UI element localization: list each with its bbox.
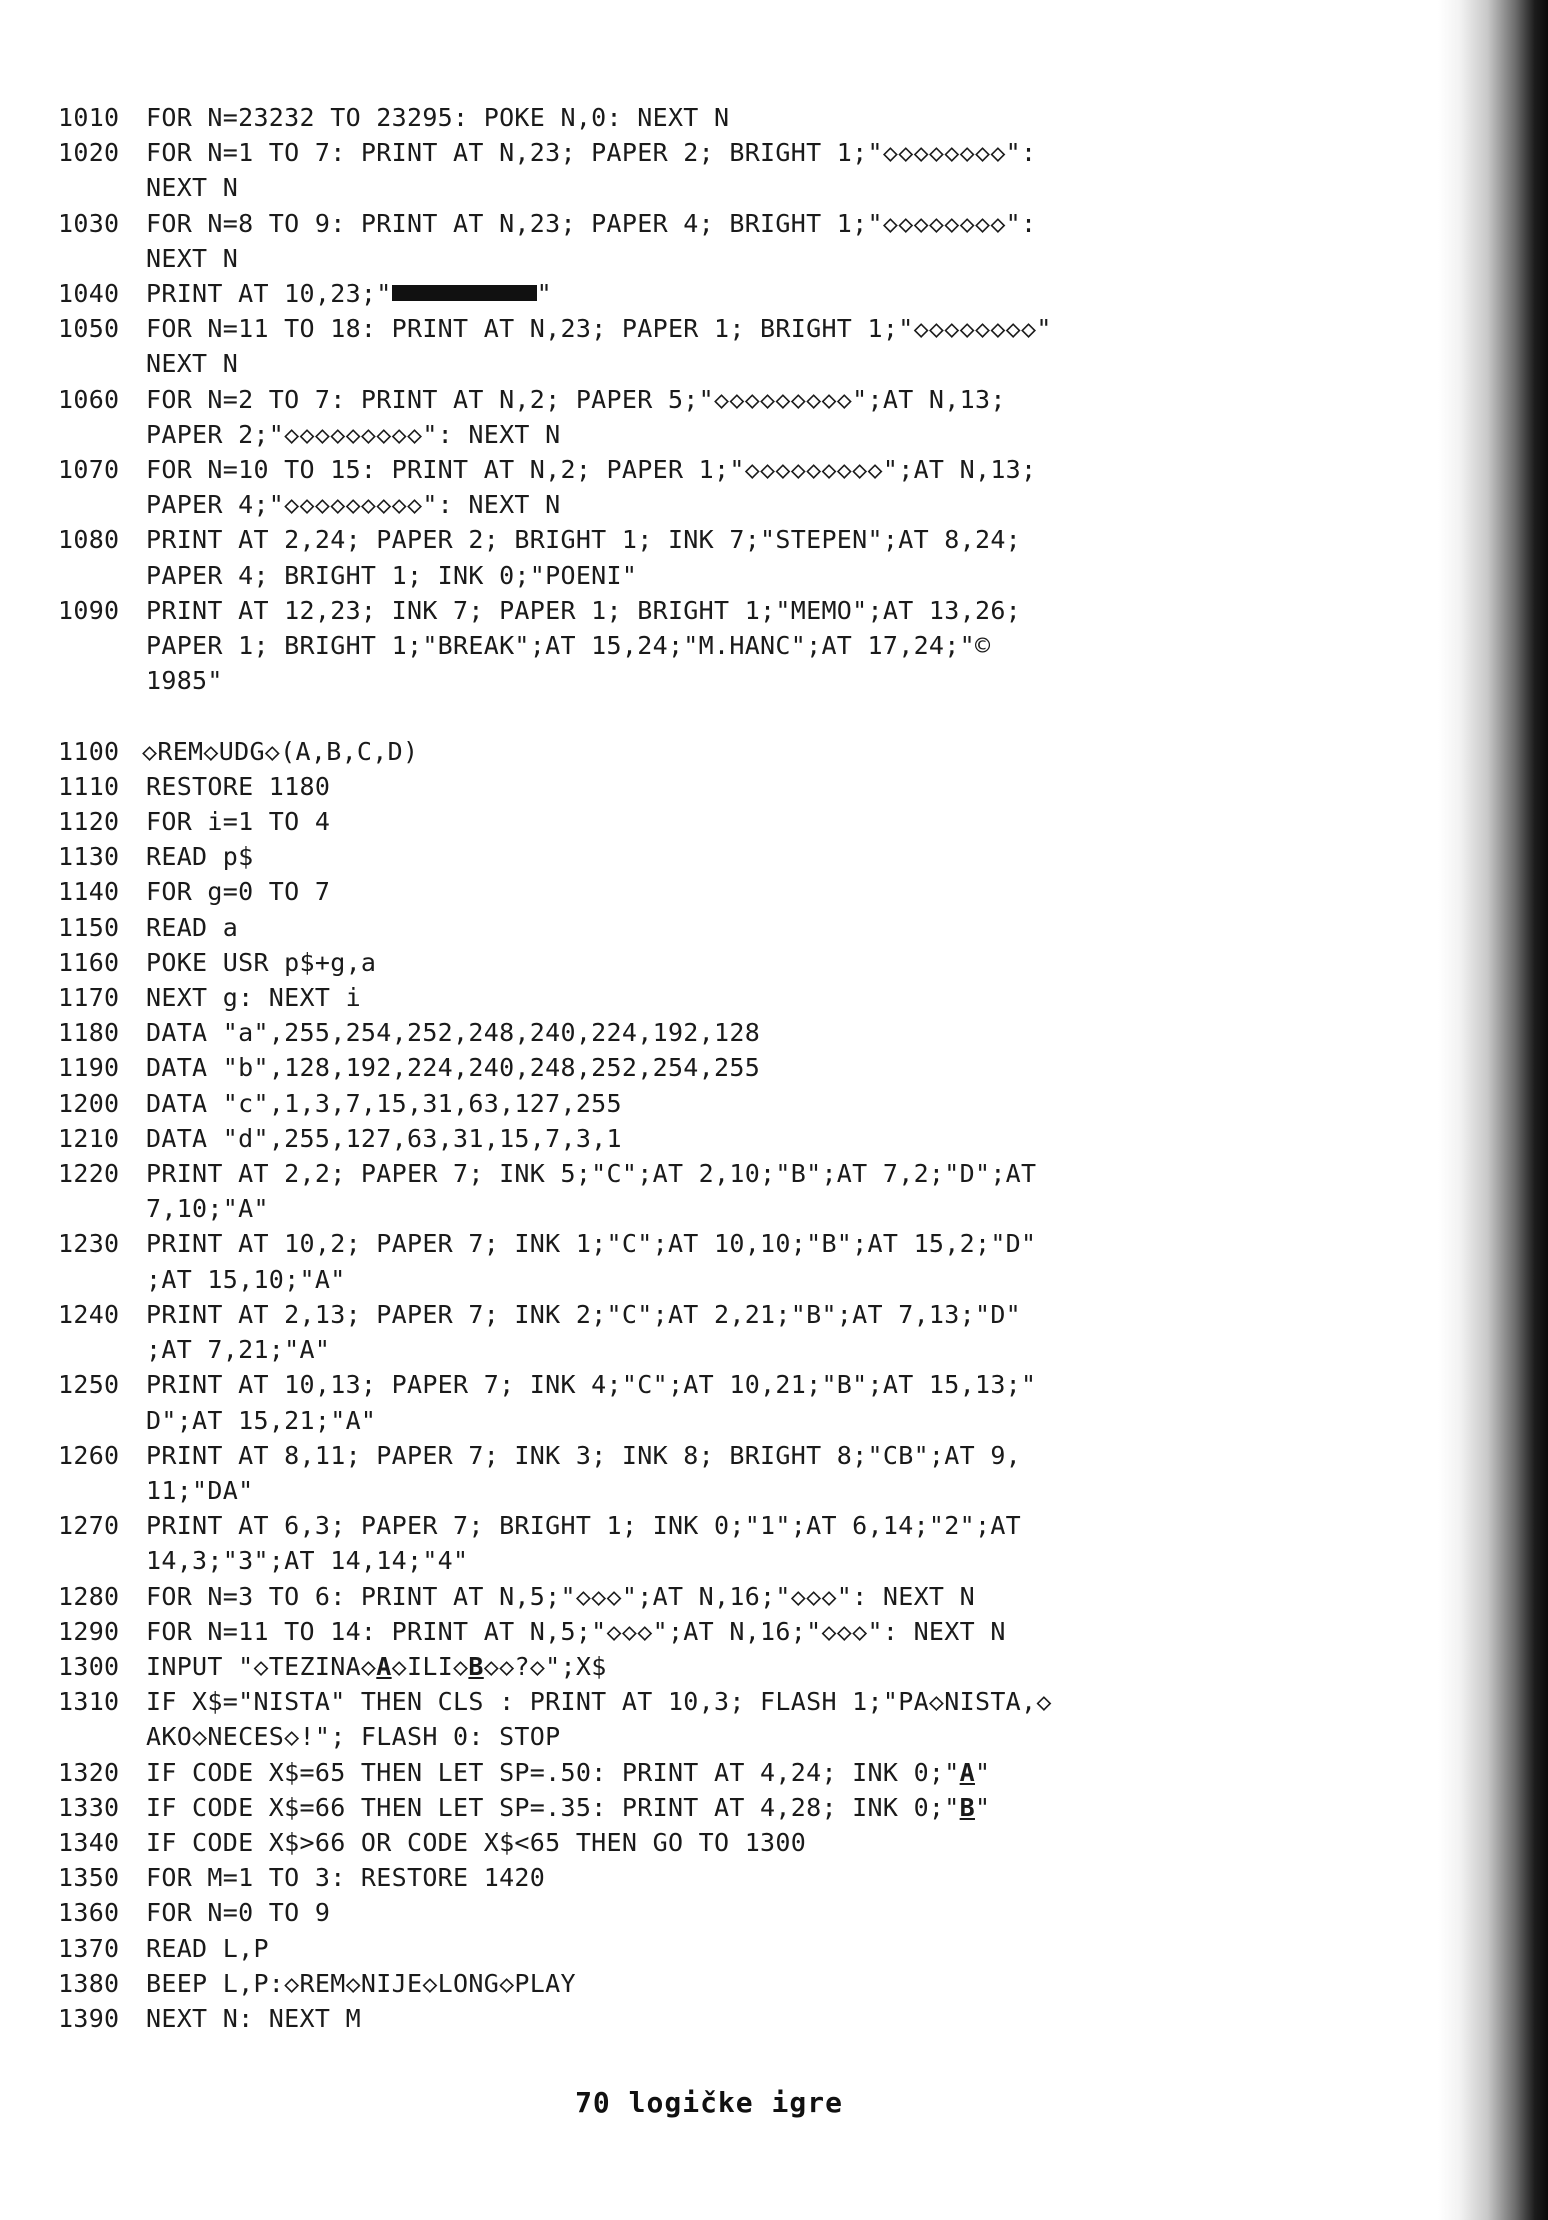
- line-code: PRINT AT 2,24; PAPER 2; BRIGHT 1; INK 7;"STEPEN";AT 8,24;: [146, 525, 1022, 555]
- line-code: DATA "d",255,127,63,31,15,7,3,1: [146, 1123, 622, 1153]
- line-code: NEXT N: NEXT M: [146, 2003, 361, 2033]
- line-continuation: PAPER 2;"◇◇◇◇◇◇◇◇◇": NEXT N: [146, 419, 561, 449]
- underlined-letter: B: [959, 1792, 975, 1822]
- line-code: POKE USR p$+g,a: [146, 947, 377, 977]
- line-code: PRINT AT 10,2; PAPER 7; INK 1;"C";AT 10,10;"B";AT 15,2;"D": [146, 1229, 1037, 1259]
- line-code: PRINT AT 8,11; PAPER 7; INK 3; INK 8; BRIGHT 8;"CB";AT 9,: [146, 1440, 1022, 1470]
- line-number: 1140: [58, 877, 120, 907]
- program-line-1190: [58, 1050, 1398, 1085]
- program-line-1070: [58, 452, 1398, 522]
- code-part: ◇◇?◇";X$: [483, 1651, 607, 1681]
- code-part: IF CODE X$=65 THEN LET SP=.50: PRINT AT 4,24; INK 0;": [146, 1757, 960, 1787]
- line-number: 1340: [58, 1827, 120, 1857]
- program-line-1340: [58, 1825, 1398, 1860]
- line-code: READ L,P: [146, 1933, 269, 1963]
- program-line-1240: [58, 1297, 1398, 1367]
- line-code: DATA "b",128,192,224,240,248,252,254,255: [146, 1053, 761, 1083]
- line-code: FOR N=23232 TO 23295: POKE N,0: NEXT N: [146, 103, 730, 132]
- line-number: 1050: [58, 314, 120, 344]
- program-line-1020: [58, 135, 1398, 205]
- line-code: [146, 276, 552, 311]
- line-number: 1270: [58, 1511, 120, 1541]
- line-code: NEXT g: NEXT i: [146, 983, 361, 1013]
- program-line-1080: [58, 522, 1398, 592]
- program-line-1280: [58, 1579, 1398, 1614]
- line-number: 1360: [58, 1898, 120, 1928]
- line-code: IF X$="NISTA" THEN CLS : PRINT AT 10,3; FLASH 1;"PA◇NISTA,◇: [146, 1687, 1052, 1717]
- line-code: READ a: [146, 912, 239, 942]
- program-line-1260: [58, 1438, 1398, 1508]
- line-code: FOR N=3 TO 6: PRINT AT N,5;"◇◇◇";AT N,16;"◇◇◇": NEXT N: [146, 1581, 975, 1611]
- program-line-1250: [58, 1367, 1398, 1437]
- line-number: 1310: [58, 1687, 120, 1717]
- program-line-1050: [58, 311, 1398, 381]
- program-line-1210: [58, 1121, 1398, 1156]
- line-number: 1180: [58, 1018, 120, 1048]
- line-number: 1020: [58, 138, 120, 168]
- line-continuation: NEXT N: [146, 243, 239, 273]
- program-line-1170: [58, 980, 1398, 1015]
- program-line-1100: [58, 734, 1398, 769]
- line-code: BEEP L,P:◇REM◇NIJE◇LONG◇PLAY: [146, 1968, 576, 1998]
- line-number: 1070: [58, 455, 120, 485]
- program-line-1380: [58, 1966, 1398, 2001]
- line-code: FOR g=0 TO 7: [146, 877, 331, 907]
- line-number: 1040: [58, 279, 120, 309]
- line-number: 1110: [58, 771, 120, 801]
- line-number: 1250: [58, 1370, 120, 1400]
- line-continuation: NEXT N: [146, 349, 239, 379]
- line-code: DATA "a",255,254,252,248,240,224,192,128: [146, 1018, 761, 1048]
- line-continuation: 14,3;"3";AT 14,14;"4": [146, 1546, 469, 1576]
- program-line-1290: [58, 1614, 1398, 1649]
- program-line-1230: [58, 1226, 1398, 1296]
- program-line-1320: [58, 1755, 1398, 1790]
- program-line-1010: [58, 100, 1398, 135]
- line-continuation: PAPER 1; BRIGHT 1;"BREAK";AT 15,24;"M.HANC";AT 17,24;"©: [146, 631, 991, 661]
- program-line-1350: [58, 1860, 1398, 1895]
- line-number: 1260: [58, 1440, 120, 1470]
- program-line-1130: [58, 839, 1398, 874]
- line-number: 1240: [58, 1299, 120, 1329]
- line-continuation: NEXT N: [146, 173, 239, 203]
- line-code: PRINT AT 2,13; PAPER 7; INK 2;"C";AT 2,21;"B";AT 7,13;"D": [146, 1299, 1022, 1329]
- underlined-letter: B: [468, 1651, 484, 1681]
- line-number: 1160: [58, 947, 120, 977]
- line-continuation: AKO◇NECES◇!"; FLASH 0: STOP: [146, 1722, 561, 1752]
- line-number: 1280: [58, 1581, 120, 1611]
- inverse-block-graphic: [392, 285, 537, 301]
- program-line-1160: [58, 945, 1398, 980]
- line-code: FOR N=11 TO 14: PRINT AT N,5;"◇◇◇";AT N,16;"◇◇◇": NEXT N: [146, 1616, 1006, 1646]
- line-code: FOR N=8 TO 9: PRINT AT N,23; PAPER 4; BRIGHT 1;"◇◇◇◇◇◇◇◇":: [146, 208, 1037, 238]
- page-footer: 70 logičke igre: [575, 2086, 843, 2119]
- code-part: PRINT AT 10,23;": [146, 279, 392, 309]
- line-code: READ p$: [146, 842, 254, 872]
- program-line-1090: [58, 593, 1398, 699]
- program-line-1040: [58, 276, 1398, 311]
- line-code: PRINT AT 10,13; PAPER 7; INK 4;"C";AT 10,21;"B";AT 15,13;": [146, 1370, 1037, 1400]
- line-number: 1010: [58, 103, 120, 132]
- line-code: DATA "c",1,3,7,15,31,63,127,255: [146, 1088, 622, 1118]
- program-line-1390: [58, 2001, 1398, 2036]
- line-number: 1170: [58, 983, 120, 1013]
- line-number: 1370: [58, 1933, 120, 1963]
- code-part: IF CODE X$=66 THEN LET SP=.35: PRINT AT 4,28; INK 0;": [146, 1792, 960, 1822]
- line-number: 1300: [58, 1651, 120, 1681]
- program-line-1310: [58, 1684, 1398, 1754]
- line-number: 1350: [58, 1863, 120, 1893]
- line-number: 1190: [58, 1053, 120, 1083]
- line-number: 1100: [58, 736, 120, 766]
- program-line-1060: [58, 382, 1398, 452]
- line-code: PRINT AT 12,23; INK 7; PAPER 1; BRIGHT 1;"MEMO";AT 13,26;: [146, 595, 1022, 625]
- code-part: ": [974, 1757, 991, 1787]
- line-number: 1060: [58, 384, 120, 414]
- line-continuation: 1985": [146, 666, 223, 696]
- underlined-letter: A: [959, 1757, 975, 1787]
- line-number: 1130: [58, 842, 120, 872]
- blank-line: [58, 698, 1398, 733]
- program-line-1200: [58, 1086, 1398, 1121]
- line-number: 1230: [58, 1229, 120, 1259]
- line-code: FOR N=10 TO 15: PRINT AT N,2; PAPER 1;"◇◇◇◇◇◇◇◇◇";AT N,13;: [146, 455, 1037, 485]
- line-number: 1090: [58, 595, 120, 625]
- line-continuation: 7,10;"A": [146, 1194, 269, 1224]
- program-line-1140: [58, 874, 1398, 909]
- line-number: 1220: [58, 1159, 120, 1189]
- line-continuation: 11;"DA": [146, 1475, 254, 1505]
- code-part: ◇ILI◇: [391, 1651, 469, 1681]
- line-code: PRINT AT 6,3; PAPER 7; BRIGHT 1; INK 0;"1";AT 6,14;"2";AT: [146, 1511, 1022, 1541]
- line-code: FOR N=0 TO 9: [146, 1898, 331, 1928]
- program-line-1150: [58, 910, 1398, 945]
- program-line-1120: [58, 804, 1398, 839]
- basic-listing: [58, 100, 1398, 2036]
- line-number: 1320: [58, 1757, 120, 1787]
- line-number: 1390: [58, 2003, 120, 2033]
- line-code: [146, 1790, 990, 1825]
- line-code: FOR M=1 TO 3: RESTORE 1420: [146, 1863, 546, 1893]
- program-line-1270: [58, 1508, 1398, 1578]
- line-number: 1030: [58, 208, 120, 238]
- line-continuation: PAPER 4; BRIGHT 1; INK 0;"POENI": [146, 560, 638, 590]
- program-line-1030: [58, 206, 1398, 276]
- line-number: 1330: [58, 1792, 120, 1822]
- line-code: FOR N=1 TO 7: PRINT AT N,23; PAPER 2; BRIGHT 1;"◇◇◇◇◇◇◇◇":: [146, 138, 1037, 168]
- code-part: ": [536, 279, 552, 309]
- line-code: [146, 1755, 990, 1790]
- program-line-1300: [58, 1649, 1398, 1684]
- program-line-1220: [58, 1156, 1398, 1226]
- line-number: 1290: [58, 1616, 120, 1646]
- line-number: 1120: [58, 807, 120, 837]
- program-line-1180: [58, 1015, 1398, 1050]
- line-number: 1150: [58, 912, 120, 942]
- line-code: FOR N=2 TO 7: PRINT AT N,2; PAPER 5;"◇◇◇◇◇◇◇◇◇";AT N,13;: [146, 384, 1006, 414]
- book-binding-shadow: [1438, 0, 1548, 2220]
- line-code: FOR i=1 TO 4: [146, 807, 331, 837]
- code-part: INPUT "◇TEZINA◇: [146, 1651, 377, 1681]
- line-number: 1380: [58, 1968, 120, 1998]
- line-code: PRINT AT 2,2; PAPER 7; INK 5;"C";AT 2,10;"B";AT 7,2;"D";AT: [146, 1159, 1037, 1189]
- program-line-1360: [58, 1895, 1398, 1930]
- line-number: 1200: [58, 1088, 120, 1118]
- line-code: RESTORE 1180: [146, 771, 331, 801]
- underlined-letter: A: [376, 1651, 392, 1681]
- line-number: 1080: [58, 525, 120, 555]
- line-number: 1210: [58, 1123, 120, 1153]
- line-continuation: ;AT 7,21;"A": [146, 1335, 331, 1365]
- program-line-1330: [58, 1790, 1398, 1825]
- line-continuation: D";AT 15,21;"A": [146, 1405, 377, 1435]
- line-code: FOR N=11 TO 18: PRINT AT N,23; PAPER 1; BRIGHT 1;"◇◇◇◇◇◇◇◇": [146, 314, 1052, 344]
- line-code: [146, 1649, 607, 1684]
- line-code: IF CODE X$>66 OR CODE X$<65 THEN GO TO 1300: [146, 1827, 807, 1857]
- line-continuation: ;AT 15,10;"A": [146, 1264, 346, 1294]
- code-part: ": [974, 1792, 991, 1822]
- program-line-1370: [58, 1931, 1398, 1966]
- line-continuation: PAPER 4;"◇◇◇◇◇◇◇◇◇": NEXT N: [146, 490, 561, 520]
- line-code: ◇REM◇UDG◇(A,B,C,D): [142, 736, 419, 766]
- program-line-1110: [58, 769, 1398, 804]
